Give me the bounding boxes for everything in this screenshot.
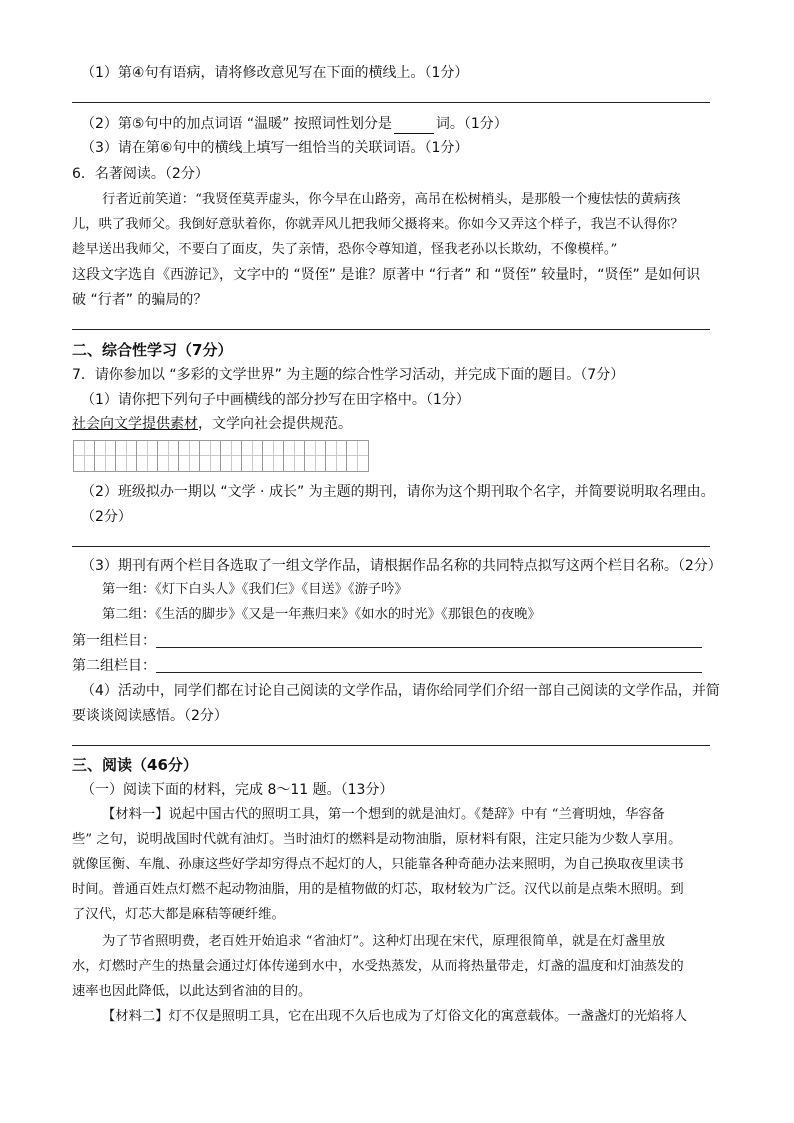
column-1-label: 第一组栏目： <box>72 633 156 649</box>
answer-line <box>72 745 710 746</box>
material-1-line: 时间。普通百姓点灯燃不起动物油脂，用的是植物做的灯芯，取材较为广泛。汉代以前是点柴木照明。到 <box>72 882 684 897</box>
grid-cell[interactable] <box>137 441 158 471</box>
q7-4-text: 要谈谈阅读感悟。（2分） <box>72 708 228 724</box>
material-1-line: 水，灯燃时产生的热量会通过灯体传递到水中，水受热蒸发，从而将热量带走，灯盏的温度和灯油蒸发的 <box>72 959 684 974</box>
grid-cell[interactable] <box>116 441 137 471</box>
column-2-answer-line[interactable] <box>156 672 702 673</box>
q7-2-text: （2分） <box>81 509 132 525</box>
q6-question-line: 这段文字选自《西游记》，文字中的 “贤侄” 是谁？原著中 “行者” 和 “贤侄” 较量时，“贤侄” 是如何识 <box>72 267 701 283</box>
q6-passage-line: 儿，哄了我师父。我倒好意驮着你，你就弄风儿把我师父摄将来。你如今又弄这个样子，我岂不认得你？ <box>72 217 684 232</box>
q7-4-text: （4）活动中，同学们都在讨论自己阅读的文学作品，请你给同学们介绍一部自己阅读的文学作品，并简 <box>81 683 720 699</box>
section-3-heading: 三、阅读（46分） <box>72 756 198 774</box>
grid-cell[interactable] <box>242 441 263 471</box>
grid-cell[interactable] <box>95 441 116 471</box>
grid-cell[interactable] <box>221 441 242 471</box>
q5-1-text: （1）第④句有语病，请将修改意见写在下面的横线上。（1分） <box>81 65 469 81</box>
grid-cell[interactable] <box>200 441 221 471</box>
q7-title: 7．请你参加以 “多彩的文学世界” 为主题的综合性学习活动，并完成下面的题目。（7分） <box>72 367 625 383</box>
grid-cell[interactable] <box>284 441 305 471</box>
reading-1-instruction: （一）阅读下面的材料，完成 8～11 题。（13分） <box>81 782 394 798</box>
sentence-rest: ，文学向社会提供规范。 <box>198 416 352 432</box>
tianzige-grid[interactable] <box>73 440 369 472</box>
answer-line <box>72 546 710 547</box>
grid-cell[interactable] <box>179 441 200 471</box>
material-1-line: 了汉代，灯芯大都是麻秸等硬纤维。 <box>72 907 285 922</box>
q7-2-text: （2）班级拟办一期以 “文学 · 成长” 为主题的期刊，请你为这个期刊取个名字，并简要说明取名理由。 <box>81 484 715 500</box>
group-2-works: 第二组：《生活的脚步》《又是一年燕归来》《如水的时光》《那银色的夜晚》 <box>102 607 541 622</box>
grid-cell[interactable] <box>158 441 179 471</box>
grid-cell[interactable] <box>326 441 347 471</box>
column-1-answer-line[interactable] <box>156 647 702 648</box>
q5-3-text: （3）请在第⑥句中的横线上填写一组恰当的关联词语。（1分） <box>81 140 469 156</box>
group-1-works: 第一组：《灯下白头人》《我们仨》《目送》《游子吟》 <box>102 582 408 597</box>
underlined-phrase: 社会向文学提供素材 <box>72 416 198 432</box>
q7-1-sentence <box>72 414 352 434</box>
material-1-line: 【材料一】说起中国古代的照明工具，第一个想到的就是油灯。《楚辞》中有 “兰膏明烛，华容备 <box>102 807 665 822</box>
material-1-line: 为了节省照明费，老百姓开始追求 “省油灯”。这种灯出现在宋代，原理很简单，就是在灯盏里放 <box>102 934 665 949</box>
q5-2-suffix: 词。（1分） <box>435 116 508 132</box>
section-2-heading: 二、综合性学习（7分） <box>72 341 233 359</box>
q5-2-text <box>81 114 508 134</box>
answer-line <box>72 102 710 103</box>
q5-2-prefix: （2）第⑤句中的加点词语 “温暖” 按照词性划分是 <box>81 116 392 132</box>
grid-cell[interactable] <box>305 441 326 471</box>
q7-1-text: （1）请你把下列句子中画横线的部分抄写在田字格中。（1分） <box>81 392 470 408</box>
column-2-label: 第二组栏目： <box>72 658 156 674</box>
answer-line <box>72 329 710 330</box>
q7-3-text: （3）期刊有两个栏目各选取了一组文学作品，请根据作品名称的共同特点拟写这两个栏目名称。（2分） <box>81 558 722 574</box>
grid-cell[interactable] <box>347 441 368 471</box>
material-1-line: 些” 之句，说明战国时代就有油灯。当时油灯的燃料是动物油脂，原材料有限，注定只能为少数人享用。 <box>72 832 682 847</box>
material-1-line: 速率也因此降低，以此达到省油的目的。 <box>72 984 312 999</box>
answer-blank <box>394 119 434 134</box>
q6-question-line: 破 “行者” 的骗局的？ <box>72 292 208 308</box>
grid-cell[interactable] <box>74 441 95 471</box>
q6-title: 6．名著阅读。（2分） <box>72 166 209 182</box>
material-2-line: 【材料二】灯不仅是照明工具，它在出现不久后也成为了灯俗文化的寓意载体。一盏盏灯的光焰将人 <box>102 1009 688 1024</box>
material-1-line: 就像匡衡、车胤、孙康这些好学却穷得点不起灯的人，只能靠各种奇葩办法来照明，为自己换取夜里读书 <box>72 857 684 872</box>
q6-passage-line: 行者近前笑道：“我贤侄莫弄虚头，你今早在山路旁，高吊在松树梢头，是那般一个瘦怯怯的黄病孩 <box>102 192 681 207</box>
q6-passage-line: 趁早送出我师父，不要白了面皮，失了亲情，恐你令尊知道，怪我老孙以长欺幼，不像模样。” <box>72 242 618 257</box>
grid-cell[interactable] <box>263 441 284 471</box>
